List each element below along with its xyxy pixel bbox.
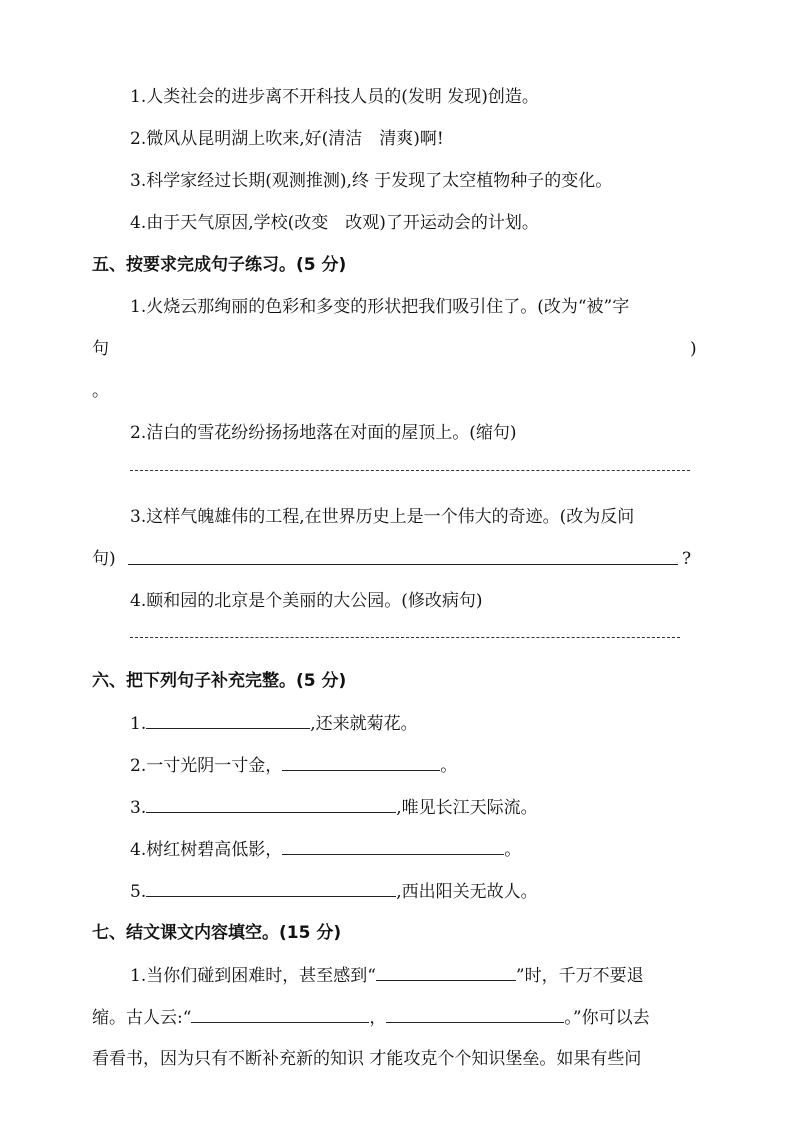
q5-3-cont: 句) (92, 549, 116, 569)
section-5-heading: 五、按要求完成句子练习。(5 分) (92, 255, 347, 275)
q5-3-end: ? (682, 549, 692, 569)
q6-2-post: 。 (440, 756, 458, 776)
q6-4 (130, 838, 521, 861)
q7-l2-pre: 缩。古人云:“ (92, 1008, 192, 1028)
item-4-3: 3.科学家经过长期(观测推测),终 于发现了太空植物种子的变化。 (130, 171, 613, 191)
q7-blank-3[interactable] (386, 1006, 564, 1023)
q7-l1-pre: 1.当你们碰到困难时，甚至感到“ (130, 966, 376, 986)
item-4-4: 4.由于天气原因,学校(改变 改观)了开运动会的计划。 (130, 213, 539, 233)
q5-1-cont: 句 (92, 339, 109, 359)
q6-3 (130, 796, 538, 819)
q6-3-post: ,唯见长江天际流。 (396, 798, 538, 818)
q6-2-blank[interactable] (282, 754, 440, 771)
section-7-heading: 七、结文课文内容填空。(15 分) (92, 923, 342, 943)
q6-3-pre: 3. (130, 798, 147, 818)
q5-3-text: 3.这样气魄雄伟的工程,在世界历史上是一个伟大的奇迹。(改为反问 (130, 507, 635, 527)
q7-line-2 (92, 1006, 650, 1029)
q5-1-end: 。 (92, 381, 109, 401)
q6-1 (130, 712, 418, 735)
q7-blank-1[interactable] (376, 964, 516, 981)
q6-3-blank[interactable] (146, 796, 396, 813)
q5-1-text: 1.火烧云那绚丽的色彩和多变的形状把我们吸引住了。(改为“被”字 (130, 297, 630, 317)
q7-line-1 (130, 964, 644, 987)
section-6-heading: 六、把下列句子补充完整。(5 分) (92, 671, 347, 691)
q6-1-blank[interactable] (146, 712, 310, 729)
q6-5-post: ,西出阳关无故人。 (396, 882, 538, 902)
item-4-1: 1.人类社会的进步离不开科技人员的(发明 发现)创造。 (130, 87, 539, 107)
q6-2-pre: 2.一寸光阴一寸金， (130, 756, 283, 776)
q5-2-answer-line[interactable] (130, 470, 690, 471)
q6-5-blank[interactable] (146, 880, 396, 897)
q7-blank-2[interactable] (191, 1006, 369, 1023)
item-4-2: 2.微风从昆明湖上吹来,好(清洁 清爽)啊! (130, 129, 444, 149)
q7-l2-mid: ， (369, 1008, 387, 1028)
q7-l2-post: 。”你可以去 (564, 1008, 650, 1028)
q6-1-post: ,还来就菊花。 (310, 714, 418, 734)
q6-1-pre: 1. (130, 714, 147, 734)
q7-line-3: 看看书，因为只有不断补充新的知识 才能攻克个个知识堡垒。如果有些问 (92, 1049, 642, 1069)
q5-3-answer-line[interactable] (128, 564, 678, 565)
q5-1-paren: ) (690, 339, 697, 359)
q7-l1-post: ”时，千万不要退 (515, 966, 644, 986)
q6-4-blank[interactable] (282, 838, 504, 855)
q6-4-pre: 4.树红树碧高低影， (130, 840, 283, 860)
q5-4-text: 4.颐和园的北京是个美丽的大公园。(修改病句) (130, 591, 483, 611)
q6-5 (130, 880, 538, 903)
q6-4-post: 。 (504, 840, 522, 860)
q5-4-answer-line[interactable] (130, 637, 680, 638)
q6-2 (130, 754, 457, 777)
q5-2-text: 2.洁白的雪花纷纷扬扬地落在对面的屋顶上。(缩句) (130, 423, 517, 443)
q6-5-pre: 5. (130, 882, 147, 902)
